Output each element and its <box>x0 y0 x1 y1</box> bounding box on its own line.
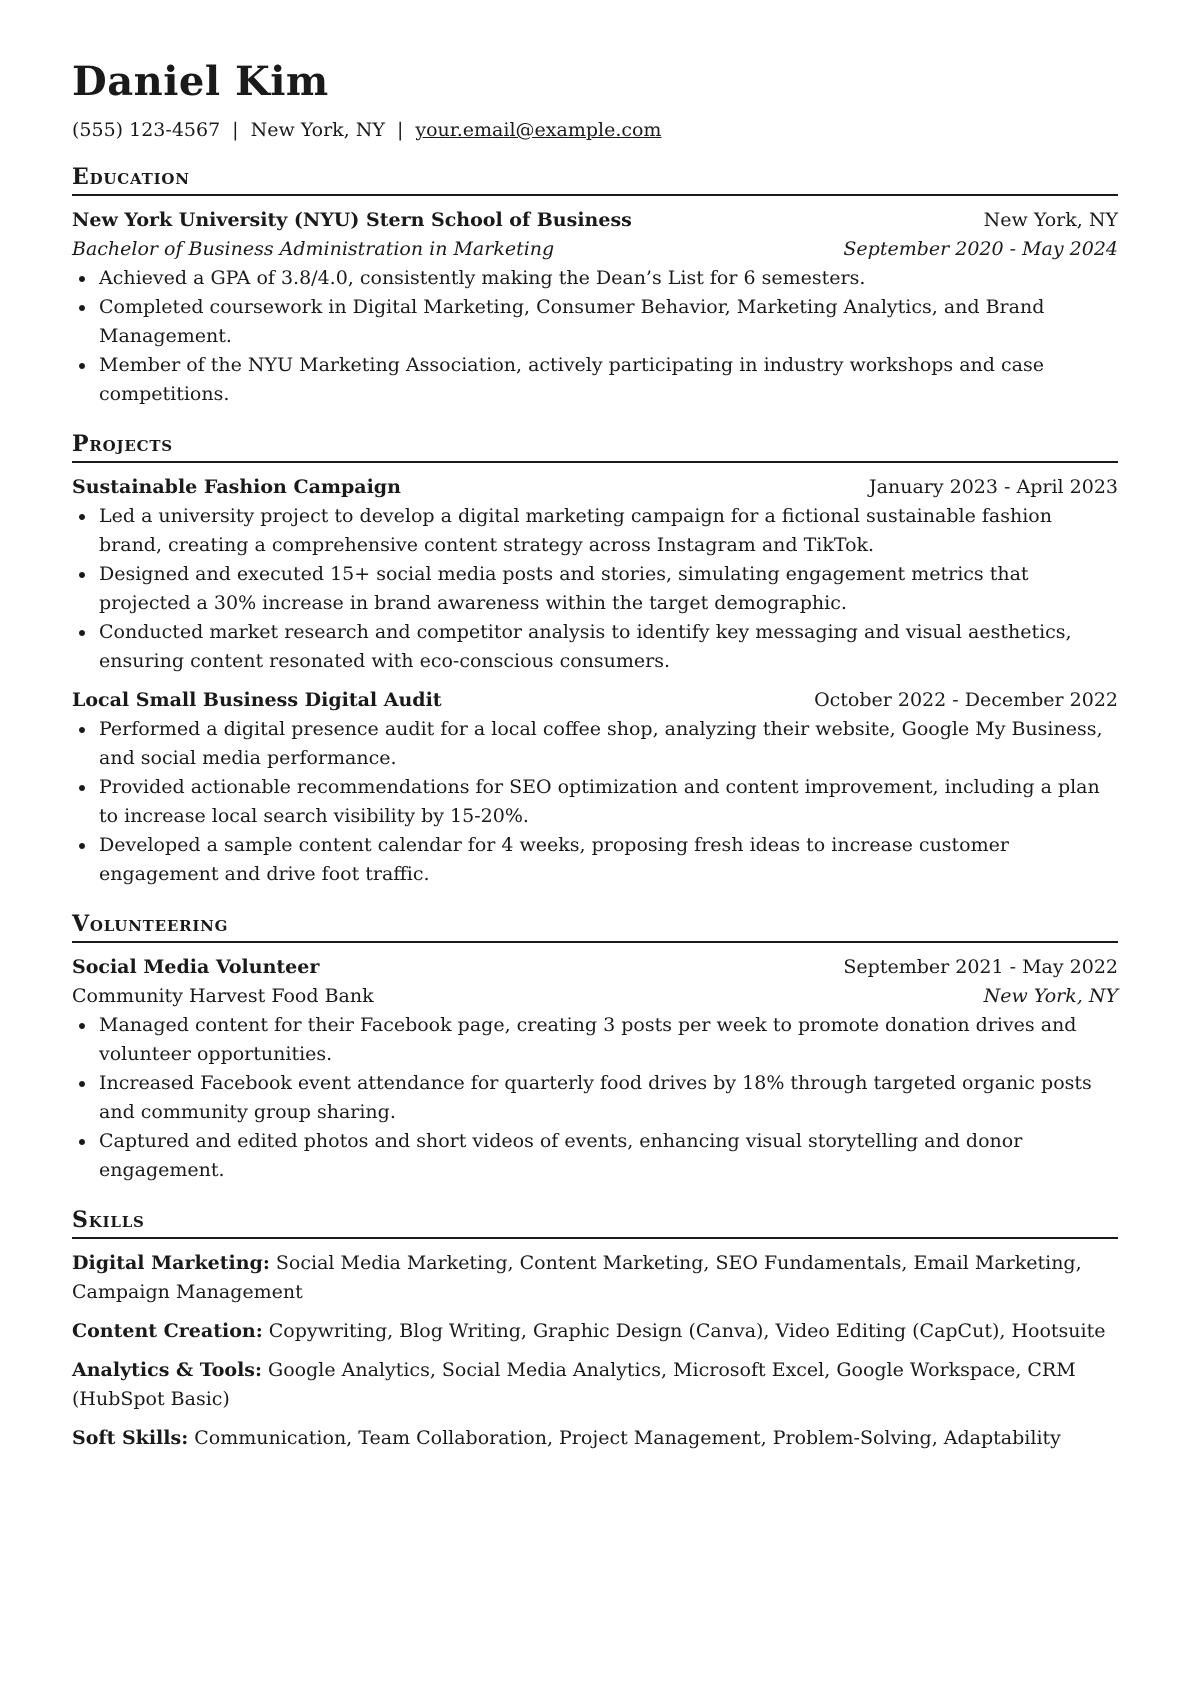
list-item: Completed coursework in Digital Marketing, Consumer Behavior, Marketing Analytics, and Brand Management. <box>72 293 1118 351</box>
email-link[interactable]: your.email@example.com <box>415 119 662 141</box>
entry-header-row <box>72 953 1118 982</box>
school-location: New York, NY <box>983 209 1118 231</box>
list-item: Conducted market research and competitor analysis to identify key messaging and visual aesthetics, ensuring content resonated with eco-conscious consumers. <box>72 618 1118 676</box>
skill-value: Communication, Team Collaboration, Project Management, Problem-Solving, Adaptability <box>194 1427 1061 1449</box>
skill-line <box>72 1356 1118 1414</box>
project-entry <box>72 686 1118 889</box>
list-item: Captured and edited photos and short videos of events, enhancing visual storytelling and donor engagement. <box>72 1127 1118 1185</box>
entry-header-row <box>72 206 1118 235</box>
skill-label: Analytics & Tools: <box>72 1359 262 1381</box>
degree: Bachelor of Business Administration in Marketing <box>72 238 555 260</box>
skill-label: Soft Skills: <box>72 1427 189 1449</box>
contact-separator: | <box>232 119 239 141</box>
education-section <box>72 164 1118 409</box>
skill-label: Digital Marketing: <box>72 1252 270 1274</box>
list-item: Managed content for their Facebook page, creating 3 posts per week to promote donation drives and volunteer opportunities. <box>72 1011 1118 1069</box>
section-heading: Education <box>72 164 1118 196</box>
skill-line <box>72 1317 1118 1346</box>
entry-subheader-row <box>72 235 1118 264</box>
entry-header-row <box>72 473 1118 502</box>
location: New York, NY <box>250 119 385 141</box>
candidate-name: Daniel Kim <box>72 58 329 105</box>
list-item: Achieved a GPA of 3.8/4.0, consistently making the Dean’s List for 6 semesters. <box>72 264 1118 293</box>
education-bullets <box>72 264 1118 409</box>
education-entry <box>72 206 1118 409</box>
section-heading: Skills <box>72 1207 1118 1239</box>
contact-line <box>72 118 1118 142</box>
skill-line <box>72 1249 1118 1307</box>
skill-line <box>72 1424 1118 1453</box>
project-name: Local Small Business Digital Audit <box>72 689 442 711</box>
project-bullets <box>72 502 1118 676</box>
organization-name: Community Harvest Food Bank <box>72 985 374 1007</box>
list-item: Performed a digital presence audit for a local coffee shop, analyzing their website, Google My Business, and social media performance. <box>72 715 1118 773</box>
section-heading: Projects <box>72 431 1118 463</box>
resume-page <box>72 58 1118 1453</box>
skill-value: Social Media Marketing, Content Marketing, SEO Fundamentals, Email Marketing, Campaign Management <box>72 1252 1082 1303</box>
list-item: Designed and executed 15+ social media posts and stories, simulating engagement metrics that projected a 30% increase in brand awareness within the target demographic. <box>72 560 1118 618</box>
contact-separator: | <box>396 119 404 141</box>
school-name: New York University (NYU) Stern School of Business <box>72 209 632 231</box>
project-dates: January 2023 - April 2023 <box>869 476 1118 498</box>
volunteer-location: New York, NY <box>983 985 1118 1007</box>
projects-section <box>72 431 1118 889</box>
project-dates: October 2022 - December 2022 <box>814 689 1118 711</box>
skill-value: Copywriting, Blog Writing, Graphic Design (Canva), Video Editing (CapCut), Hootsuite <box>268 1320 1106 1342</box>
list-item: Member of the NYU Marketing Association, actively participating in industry workshops and case competitions. <box>72 351 1118 409</box>
project-entry <box>72 473 1118 676</box>
project-bullets <box>72 715 1118 889</box>
volunteer-role: Social Media Volunteer <box>72 956 320 978</box>
volunteering-entry <box>72 953 1118 1185</box>
entry-subheader-row <box>72 982 1118 1011</box>
list-item: Developed a sample content calendar for 4 weeks, proposing fresh ideas to increase customer engagement and drive foot traffic. <box>72 831 1118 889</box>
skills-section <box>72 1207 1118 1453</box>
volunteer-dates: September 2021 - May 2022 <box>843 956 1118 978</box>
project-name: Sustainable Fashion Campaign <box>72 476 401 498</box>
phone-number: (555) 123-4567 <box>72 119 221 141</box>
volunteering-bullets <box>72 1011 1118 1185</box>
skill-label: Content Creation: <box>72 1320 263 1342</box>
skill-value: Google Analytics, Social Media Analytics, Microsoft Excel, Google Workspace, CRM (HubSpot Basic) <box>72 1359 1076 1410</box>
section-heading: Volunteering <box>72 911 1118 943</box>
list-item: Led a university project to develop a digital marketing campaign for a fictional sustainable fashion brand, creating a comprehensive content strategy across Instagram and TikTok. <box>72 502 1118 560</box>
list-item: Provided actionable recommendations for SEO optimization and content improvement, including a plan to increase local search visibility by 15-20%. <box>72 773 1118 831</box>
entry-header-row <box>72 686 1118 715</box>
list-item: Increased Facebook event attendance for quarterly food drives by 18% through targeted organic posts and community group sharing. <box>72 1069 1118 1127</box>
education-dates: September 2020 - May 2024 <box>843 238 1118 260</box>
volunteering-section <box>72 911 1118 1185</box>
